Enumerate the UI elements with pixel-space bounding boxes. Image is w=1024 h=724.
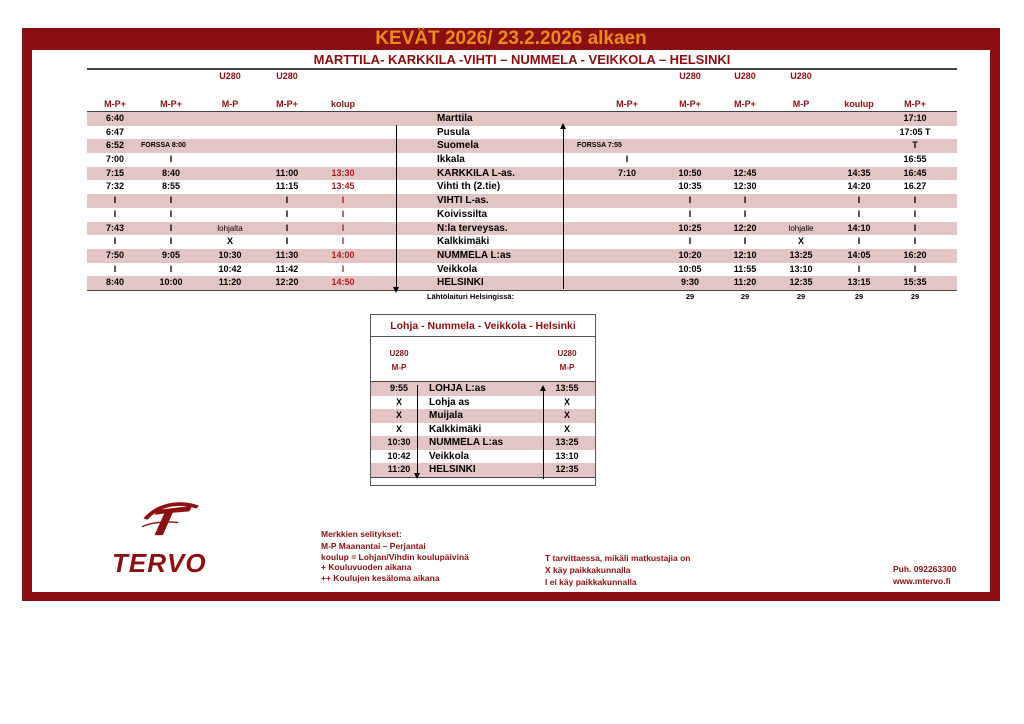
time-cell: T	[912, 140, 918, 151]
day-label: M-P+	[734, 99, 756, 109]
time-cell: 10:20	[678, 249, 702, 260]
day-label: M-P+	[616, 99, 638, 109]
time-cell: I	[169, 222, 173, 233]
route-subtitle: MARTTILA- KARKKILA -VIHTI – NUMMELA - VEIKKOLA – HELSINKI	[87, 52, 957, 70]
platform-row	[87, 291, 957, 303]
lohja-row	[371, 423, 595, 437]
stop-name: Vihti th (2.tie)	[437, 181, 501, 193]
line-label: U280	[734, 71, 756, 81]
time-cell: I	[688, 236, 692, 247]
time-cell: lohjalle	[788, 223, 814, 233]
legend-i: I ei käy paikkakunnalla	[545, 577, 637, 587]
time-cell: I	[285, 236, 289, 247]
lohja-row	[371, 450, 595, 464]
time-cell: I	[169, 263, 173, 274]
time-cell: 11:20	[218, 277, 242, 288]
time-cell: I	[285, 195, 289, 206]
platform-number: 29	[910, 291, 920, 301]
time-cell: X	[797, 236, 804, 247]
time-cell: 6:47	[105, 126, 124, 137]
time-cell: I	[113, 236, 117, 247]
time-cell: lohjalta	[217, 223, 243, 233]
stop-name: Ikkala	[437, 154, 465, 166]
lohja-title: Lohja - Nummela - Veikkola - Helsinki	[371, 315, 595, 337]
lohja-stop-name: Veikkola	[429, 450, 470, 462]
lohja-row	[371, 463, 595, 477]
lohja-stop-name: Lohja as	[429, 396, 470, 408]
stop-name: N:la terveysas.	[437, 222, 508, 234]
day-label: M-P+	[276, 99, 298, 109]
time-cell: 7:15	[105, 167, 124, 178]
stop-name: VIHTI L-as.	[437, 195, 489, 207]
time-cell: 11:15	[275, 181, 299, 192]
legend-right	[545, 552, 691, 588]
legend-t: T tarvittaessa, mikäli matkustajia on	[545, 553, 691, 563]
lohja-stop-name: HELSINKI	[429, 464, 476, 475]
platform-label: Lähtölaituri Helsingissä:	[427, 291, 515, 301]
lohja-time-cell: 10:42	[387, 450, 411, 461]
time-cell: 16.27	[903, 181, 927, 192]
day-label: koulup	[844, 99, 874, 109]
day-label: M-P+	[160, 99, 182, 109]
lohja-time-cell: X	[395, 423, 402, 434]
day-label: M-P+	[104, 99, 126, 109]
time-cell: 12:10	[733, 249, 757, 260]
platform-number: 29	[854, 291, 864, 301]
lohja-stop-name: Muijala	[429, 410, 463, 421]
time-cell: I	[743, 195, 747, 206]
up-arrowhead	[560, 123, 566, 129]
table-row	[87, 249, 957, 263]
lohja-time-cell: X	[395, 396, 402, 407]
time-cell: I	[857, 236, 861, 247]
time-cell: I	[341, 263, 345, 274]
time-cell: 7:43	[105, 222, 124, 233]
timetable-rows	[87, 111, 957, 291]
time-cell: 10:05	[678, 263, 702, 274]
stop-name: Pusula	[437, 126, 470, 138]
time-cell: 13:45	[331, 181, 355, 192]
time-cell: 6:40	[105, 113, 124, 123]
day-label: kolup	[331, 99, 355, 109]
time-cell: 14:10	[847, 222, 871, 233]
table-row	[87, 112, 957, 126]
lohja-row	[371, 409, 595, 423]
time-cell: 16:45	[903, 167, 927, 178]
time-cell: I	[341, 195, 345, 206]
legend-heading: Merkkien selitykset:	[321, 529, 402, 539]
platform-number: 29	[740, 291, 750, 301]
table-row	[87, 167, 957, 181]
time-cell: FORSSA 7:55	[577, 142, 622, 150]
time-cell: I	[341, 208, 345, 219]
time-cell: 12:30	[733, 181, 757, 192]
down-arrow	[396, 125, 397, 287]
legend-plus2: ++ Koulujen kesäloma aikana	[321, 573, 440, 583]
time-cell: 10:00	[159, 277, 183, 288]
time-cell: I	[913, 222, 917, 233]
lohja-day-right: M-P	[559, 363, 575, 372]
lohja-time-cell: 13:25	[555, 437, 579, 447]
time-cell: 10:30	[218, 249, 242, 260]
time-cell: I	[857, 208, 861, 219]
brand-name: TERVO	[112, 548, 207, 578]
lohja-time-cell: X	[563, 396, 570, 407]
time-cell: X	[226, 236, 233, 247]
time-cell: 9:30	[680, 277, 699, 288]
page-title: KEVÄT 2026/ 23.2.2026 alkaen	[375, 28, 647, 49]
lohja-line-left: U280	[389, 349, 409, 358]
lohja-time-cell: 10:30	[387, 437, 411, 447]
time-cell: 16:55	[903, 154, 927, 165]
time-cell: 17:10	[903, 113, 927, 123]
lohja-day-row	[371, 359, 595, 373]
lohja-stop-name: Kalkkimäki	[429, 423, 482, 435]
lohja-up-arrow	[543, 391, 544, 479]
time-cell: 9:05	[161, 249, 180, 260]
lohja-time-cell: 12:35	[555, 464, 579, 474]
table-row	[87, 276, 957, 290]
lohja-time-cell: 11:20	[387, 464, 411, 474]
legend-plus1: + Kouluvuoden aikana	[321, 562, 412, 572]
stop-name: Veikkola	[437, 263, 478, 275]
lohja-day-left: M-P	[391, 363, 407, 372]
time-cell: 16:20	[903, 249, 927, 260]
line-label-row	[87, 69, 957, 83]
lohja-timetable	[370, 314, 596, 486]
time-cell: I	[113, 263, 117, 274]
time-cell: I	[688, 195, 692, 206]
up-arrow	[563, 129, 564, 289]
time-cell: 10:25	[678, 222, 702, 233]
time-cell: I	[169, 154, 173, 165]
time-cell: 17:05 T	[899, 126, 931, 137]
time-cell: I	[341, 236, 345, 247]
lohja-time-cell: X	[563, 423, 570, 434]
tervo-logo-icon	[112, 496, 227, 556]
line-label: U280	[276, 71, 298, 81]
time-cell: 14:05	[847, 249, 871, 260]
time-cell: I	[913, 236, 917, 247]
time-cell: 6:52	[105, 140, 124, 151]
stop-name: NUMMELA L:as	[437, 249, 512, 261]
time-cell: 12:20	[275, 277, 299, 288]
time-cell: I	[285, 208, 289, 219]
time-cell: 10:35	[678, 181, 702, 192]
time-cell: 8:40	[161, 167, 180, 178]
time-cell: 14:00	[331, 249, 355, 260]
time-cell: I	[169, 195, 173, 206]
line-label: U280	[790, 71, 812, 81]
day-label-row	[87, 97, 957, 111]
lohja-row	[371, 436, 595, 450]
table-row	[87, 208, 957, 222]
stop-name: KARKKILA L-as.	[437, 167, 515, 179]
time-cell: I	[743, 236, 747, 247]
time-cell: 11:55	[733, 263, 757, 274]
time-cell: 10:42	[218, 263, 242, 274]
table-row	[87, 222, 957, 236]
lohja-time-cell: 9:55	[389, 383, 408, 393]
table-row	[87, 235, 957, 249]
time-cell: 12:35	[789, 277, 813, 288]
legend-kolup: koulup = Lohjan/Vihdin koulupäivinä	[321, 552, 469, 562]
lohja-stop-name: NUMMELA L:as	[429, 437, 504, 448]
time-cell: I	[625, 154, 629, 165]
table-row	[87, 194, 957, 208]
time-cell: 8:40	[105, 277, 124, 288]
platform-number: 29	[796, 291, 806, 301]
time-cell: 11:20	[733, 277, 757, 288]
time-cell: FORSSA 8:00	[141, 142, 186, 150]
time-cell: 11:00	[275, 167, 299, 178]
time-cell: I	[113, 195, 117, 206]
time-cell: 13:15	[847, 277, 871, 288]
time-cell: 8:55	[161, 181, 180, 192]
time-cell: 7:10	[617, 167, 636, 178]
legend-x: X käy paikkakunnalla	[545, 565, 631, 575]
table-row	[87, 263, 957, 277]
day-label: M-P	[792, 99, 810, 109]
time-cell: I	[857, 195, 861, 206]
time-cell: 14:20	[847, 181, 871, 192]
contact-phone: Puh. 092263300	[893, 564, 957, 574]
main-timetable	[87, 69, 957, 303]
line-label: U280	[679, 71, 701, 81]
time-cell: I	[169, 208, 173, 219]
time-cell: I	[169, 236, 173, 247]
time-cell: 10:50	[678, 167, 702, 178]
stop-name: Kalkkimäki	[437, 236, 490, 248]
lohja-line-right: U280	[557, 349, 577, 358]
time-cell: 12:20	[733, 222, 757, 233]
time-cell: I	[913, 208, 917, 219]
time-cell: 14:50	[331, 277, 355, 288]
stop-name: HELSINKI	[437, 277, 484, 289]
time-cell: I	[743, 208, 747, 219]
table-row	[87, 153, 957, 167]
time-cell: 11:30	[275, 249, 299, 260]
lohja-rows	[371, 381, 595, 478]
table-row	[87, 180, 957, 194]
lohja-time-cell: X	[563, 410, 570, 420]
lohja-time-cell: 13:55	[555, 383, 579, 393]
day-label: M-P+	[679, 99, 701, 109]
legend-left	[321, 528, 469, 584]
stop-name: Koivissilta	[437, 208, 488, 220]
stop-name: Suomela	[437, 140, 479, 152]
lohja-row	[371, 396, 595, 410]
time-cell: I	[913, 263, 917, 274]
time-cell: I	[913, 195, 917, 206]
time-cell: 14:35	[847, 167, 871, 178]
platform-number: 29	[685, 291, 695, 301]
time-cell: 7:00	[105, 154, 124, 165]
lohja-stop-name: LOHJA L:as	[429, 383, 486, 394]
time-cell: 13:10	[789, 263, 813, 274]
stop-name: Marttila	[437, 113, 473, 124]
time-cell: 12:45	[733, 167, 757, 178]
contact-web[interactable]: www.mtervo.fi	[893, 576, 951, 586]
time-cell: I	[113, 208, 117, 219]
day-label: M-P+	[904, 99, 926, 109]
lohja-time-cell: X	[395, 410, 402, 420]
table-row	[87, 126, 957, 140]
time-cell: 13:30	[331, 167, 355, 178]
lohja-row	[371, 382, 595, 396]
time-cell: I	[688, 208, 692, 219]
time-cell: 7:32	[105, 181, 124, 192]
legend-mp: M-P Maanantai – Perjantai	[321, 541, 426, 551]
day-label: M-P	[221, 99, 239, 109]
time-cell: 11:42	[275, 263, 299, 274]
lohja-line-row	[371, 345, 595, 359]
time-cell: 13:25	[789, 249, 813, 260]
line-label: U280	[219, 71, 241, 81]
time-cell: 7:50	[105, 249, 124, 260]
lohja-down-arrow	[417, 385, 418, 475]
down-arrowhead	[393, 287, 399, 293]
lohja-time-cell: 13:10	[555, 450, 579, 461]
table-row	[87, 139, 957, 153]
time-cell: I	[285, 222, 289, 233]
lohja-up-arrowhead	[540, 385, 546, 391]
lohja-down-arrowhead	[414, 473, 420, 479]
time-cell: I	[857, 263, 861, 274]
time-cell: I	[341, 222, 345, 233]
time-cell: 15:35	[903, 277, 927, 288]
